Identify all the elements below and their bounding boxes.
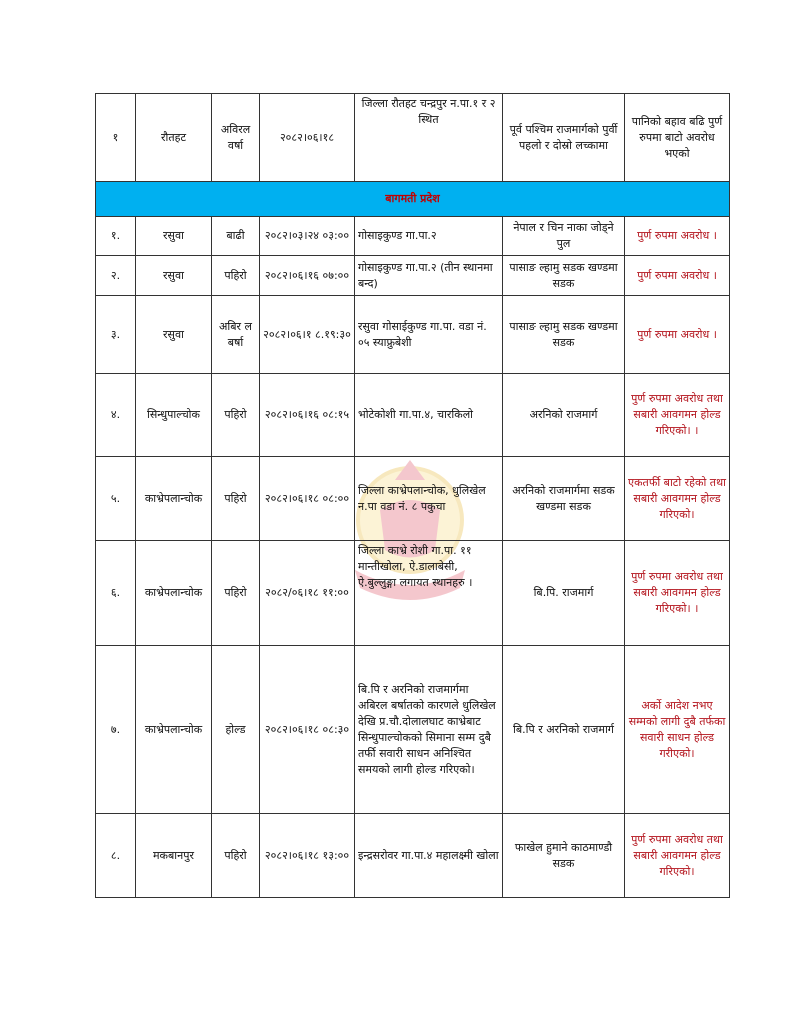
row-road: पूर्व पश्चिम राजमार्गको पुर्वी पहलो र दोस्रो लच्कामा: [503, 94, 625, 182]
row-road: फाखेल हुमाने काठमाण्डौ सडक: [503, 814, 625, 898]
row-location: गोसाइकुण्ड गा.पा.२: [355, 217, 503, 256]
row-datetime: २०८२।०६।१६ ०७:००: [260, 256, 355, 296]
row-type: पहिरो: [212, 374, 260, 457]
table-row: [96, 374, 730, 457]
table-row: [96, 217, 730, 256]
row-sn: ७.: [96, 646, 136, 814]
row-district: रसुवा: [136, 217, 212, 256]
row-sn: ४.: [96, 374, 136, 457]
row-road: पासाङ ल्हामु सडक खण्डमा सडक: [503, 256, 625, 296]
row-status: पुर्ण रुपमा अवरोध ।: [625, 217, 730, 256]
province-header-row: [96, 182, 730, 217]
row-type: बाढी: [212, 217, 260, 256]
row-datetime: २०८२।०६।१८: [260, 94, 355, 182]
row-status: पानिको बहाव बढि पुर्ण रुपमा बाटो अवरोध भएको: [625, 94, 730, 182]
row-type: अविरल वर्षा: [212, 94, 260, 182]
row-sn: ५.: [96, 457, 136, 541]
row-sn: १.: [96, 217, 136, 256]
table-row: [96, 256, 730, 296]
row-district: रौतहट: [136, 94, 212, 182]
row-road: बि.पि. राजमार्ग: [503, 541, 625, 646]
row-type: होल्ड: [212, 646, 260, 814]
row-location: भोटेकोशी गा.पा.४, चारकिलो: [355, 374, 503, 457]
row-datetime: २०८२।०६।१८ ०८:३०: [260, 646, 355, 814]
row-location: जिल्ला काभ्रे रोशी गा.पा. ११ मान्तीखोला, ऐ.डालाबेसी, ऐ.बुल्लुङ्गा लगायत स्थानहरु ।: [355, 541, 503, 646]
row-datetime: २०८२।०६।१६ ०८:१५: [260, 374, 355, 457]
row-sn: १: [96, 94, 136, 182]
table-row: [96, 296, 730, 374]
row-datetime: २०८२।०६।१८ १३:००: [260, 814, 355, 898]
row-datetime: २०८२।०३।२४ ०३:००: [260, 217, 355, 256]
row-status: पुर्ण रुपमा अवरोध तथा सबारी आवगमन होल्ड गरिएको। ।: [625, 541, 730, 646]
row-datetime: २०८२।०६।१८ ०८:००: [260, 457, 355, 541]
row-district: काभ्रेपलान्चोक: [136, 541, 212, 646]
row-status: एकतर्फी बाटो रहेको तथा सबारी आवगमन होल्ड गरिएको।: [625, 457, 730, 541]
row-district: काभ्रेपलान्चोक: [136, 457, 212, 541]
row-type: पहिरो: [212, 814, 260, 898]
row-road: अरनिको राजमार्ग: [503, 374, 625, 457]
row-road: नेपाल र चिन नाका जोड्ने पुल: [503, 217, 625, 256]
row-location: रसुवा गोसाईकुण्ड गा.पा. वडा नं. ०५ स्याफ्रुबेशी: [355, 296, 503, 374]
table-row: [96, 541, 730, 646]
row-sn: ६.: [96, 541, 136, 646]
row-type: पहिरो: [212, 457, 260, 541]
row-location: बि.पि र अरनिको राजमार्गमा अबिरल बर्षातको कारणले धुलिखेल देखि प्र.चौ.दोलालघाट काभ्रेबाट सिन्धुपाल्चोकको सिमाना सम्म दुबै तर्फी सवारी साधन अनिश्चित समयको लागी होल्ड गरिएको।: [355, 646, 503, 814]
incident-table: [95, 93, 730, 898]
row-type: पहिरो: [212, 541, 260, 646]
row-district: काभ्रेपलान्चोक: [136, 646, 212, 814]
row-datetime: २०८२/०६।१८ ११:००: [260, 541, 355, 646]
table-row: [96, 646, 730, 814]
row-road: बि.पि र अरनिको राजमार्ग: [503, 646, 625, 814]
row-status: पुर्ण रुपमा अवरोध ।: [625, 256, 730, 296]
row-status: अर्को आदेश नभए सम्मको लागी दुबै तर्फका सवारी साधन होल्ड गरीएको।: [625, 646, 730, 814]
province-title: बागमती प्रदेश: [96, 182, 730, 217]
row-datetime: २०८२।०६।१ ८.१९:३०: [260, 296, 355, 374]
table-row: [96, 457, 730, 541]
row-type: पहिरो: [212, 256, 260, 296]
row-status: पुर्ण रुपमा अवरोध तथा सबारी आवगमन होल्ड गरिएको।: [625, 814, 730, 898]
row-road: अरनिको राजमार्गमा सडक खण्डमा सडक: [503, 457, 625, 541]
table-row: [96, 94, 730, 182]
row-district: मकबानपुर: [136, 814, 212, 898]
row-sn: ३.: [96, 296, 136, 374]
row-district: सिन्धुपाल्चोक: [136, 374, 212, 457]
row-location: जिल्ला काभ्रेपलान्चोक, धुलिखेल न.पा वडा नं. ८ पकुचा: [355, 457, 503, 541]
row-district: रसुवा: [136, 256, 212, 296]
row-district: रसुवा: [136, 296, 212, 374]
row-location: गोसाइकुण्ड गा.पा.२ (तीन स्थानमा बन्द): [355, 256, 503, 296]
row-sn: २.: [96, 256, 136, 296]
row-sn: ८.: [96, 814, 136, 898]
row-location: जिल्ला रौतहट चन्द्रपुर न.पा.१ र २ स्थित: [355, 94, 503, 182]
row-location: इन्द्रसरोवर गा.पा.४ महालक्ष्मी खोला: [355, 814, 503, 898]
row-status: पुर्ण रुपमा अवरोध ।: [625, 296, 730, 374]
table-row: [96, 814, 730, 898]
row-type: अबिर ल बर्षा: [212, 296, 260, 374]
row-status: पुर्ण रुपमा अवरोध तथा सबारी आवगमन होल्ड गरिएको। ।: [625, 374, 730, 457]
row-road: पासाङ ल्हामु सडक खण्डमा सडक: [503, 296, 625, 374]
